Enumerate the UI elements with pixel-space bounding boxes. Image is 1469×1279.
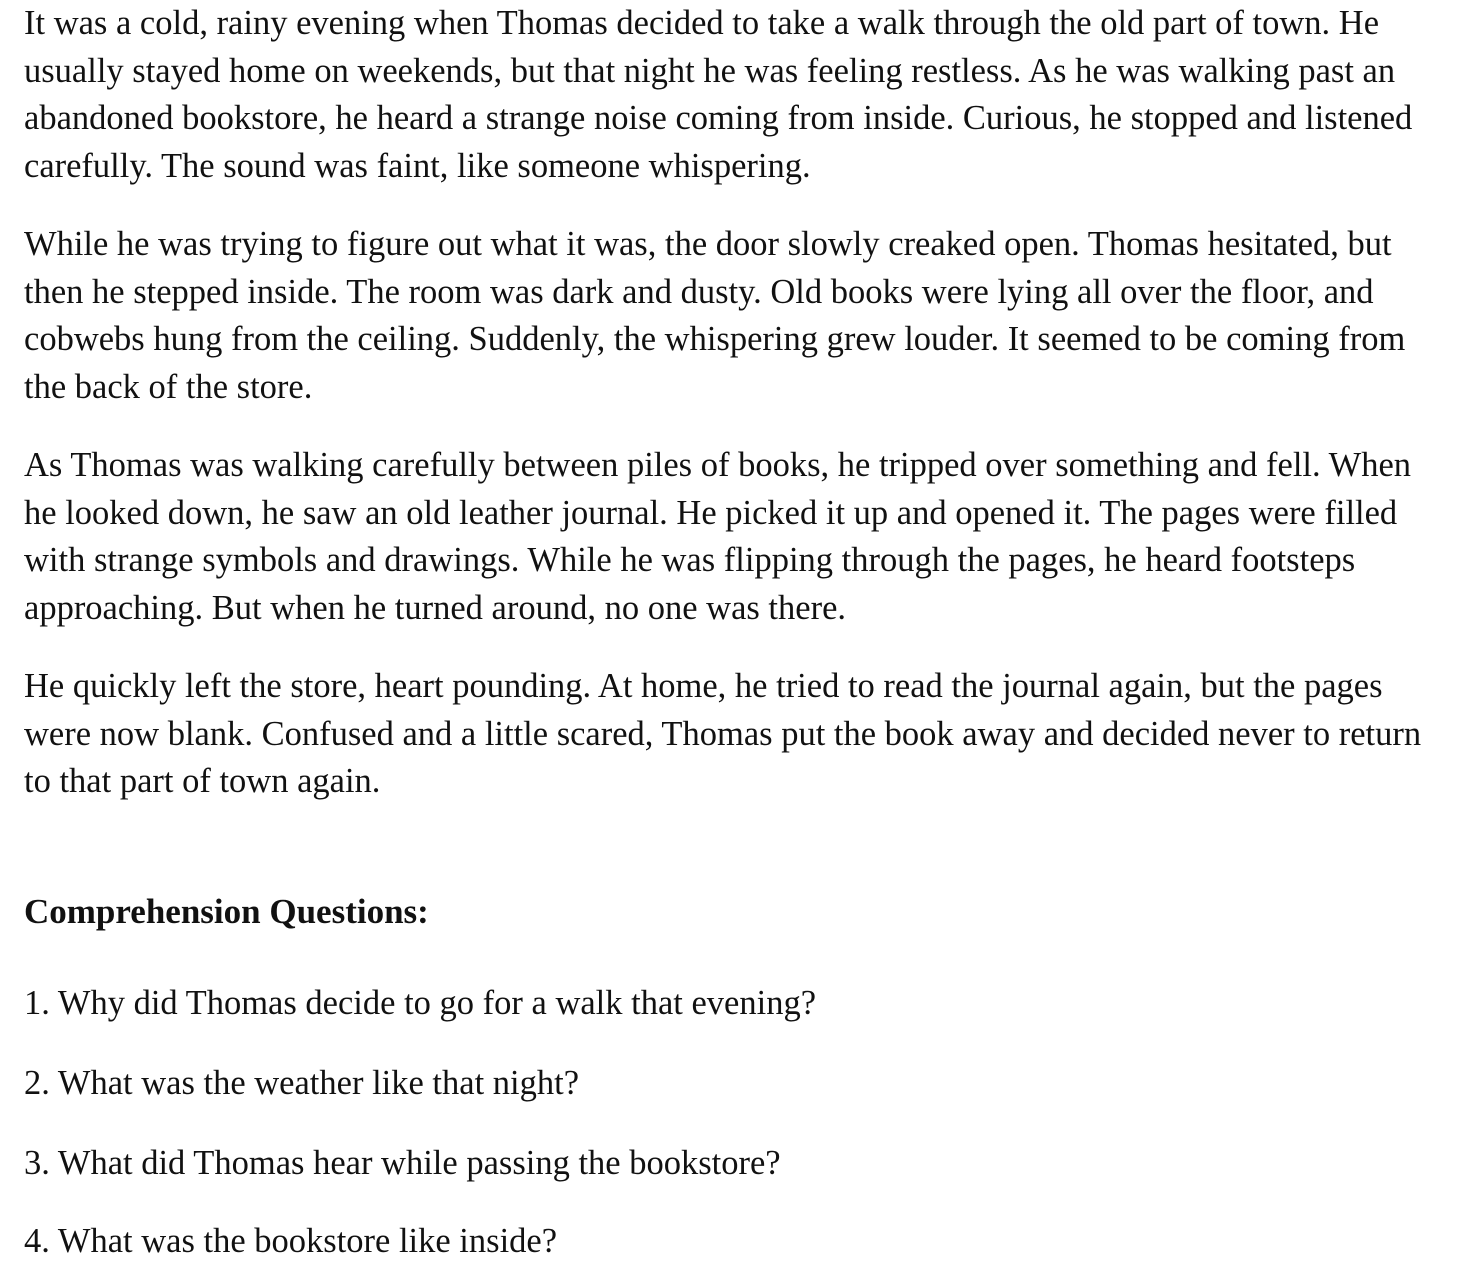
questions-heading: Comprehension Questions: bbox=[24, 892, 429, 931]
question-2: 2. What was the weather like that night? bbox=[24, 1064, 580, 1102]
story-paragraph-3: As Thomas was walking carefully between piles of books, he tripped over something and fell. When he looked down, he saw an old leather journal. He picked it up and opened it. The pages were filled with strange symbols and drawings. While he was flipping through the pages, he heard footsteps approaching. But when he turned around, no one was there. bbox=[24, 446, 1412, 627]
question-4: 4. What was the bookstore like inside? bbox=[24, 1222, 558, 1260]
question-3: 3. What did Thomas hear while passing the bookstore? bbox=[24, 1144, 781, 1182]
document-page bbox=[24, 0, 1444, 837]
question-1: 1. Why did Thomas decide to go for a walk that evening? bbox=[24, 984, 817, 1022]
story-text bbox=[24, 0, 1444, 806]
story-paragraph-4: He quickly left the store, heart pounding. At home, he tried to read the journal again, but the pages were now blank. Confused and a little scared, Thomas put the book away and decided never to return to that part of town again. bbox=[24, 667, 1422, 800]
story-paragraph-1: It was a cold, rainy evening when Thomas decided to take a walk through the old part of town. He usually stayed home on weekends, but that night he was feeling restless. As he was walking past an abandoned bookstore, he heard a strange noise coming from inside. Curious, he stopped and listened carefully. The sound was faint, like someone whispering. bbox=[24, 4, 1413, 185]
story-paragraph-2: While he was trying to figure out what it was, the door slowly creaked open. Thomas hesitated, but then he stepped inside. The room was dark and dusty. Old books were lying all over the floor, and cobwebs hung from the ceiling. Suddenly, the whispering grew louder. It seemed to be coming from the back of the store. bbox=[24, 225, 1406, 406]
